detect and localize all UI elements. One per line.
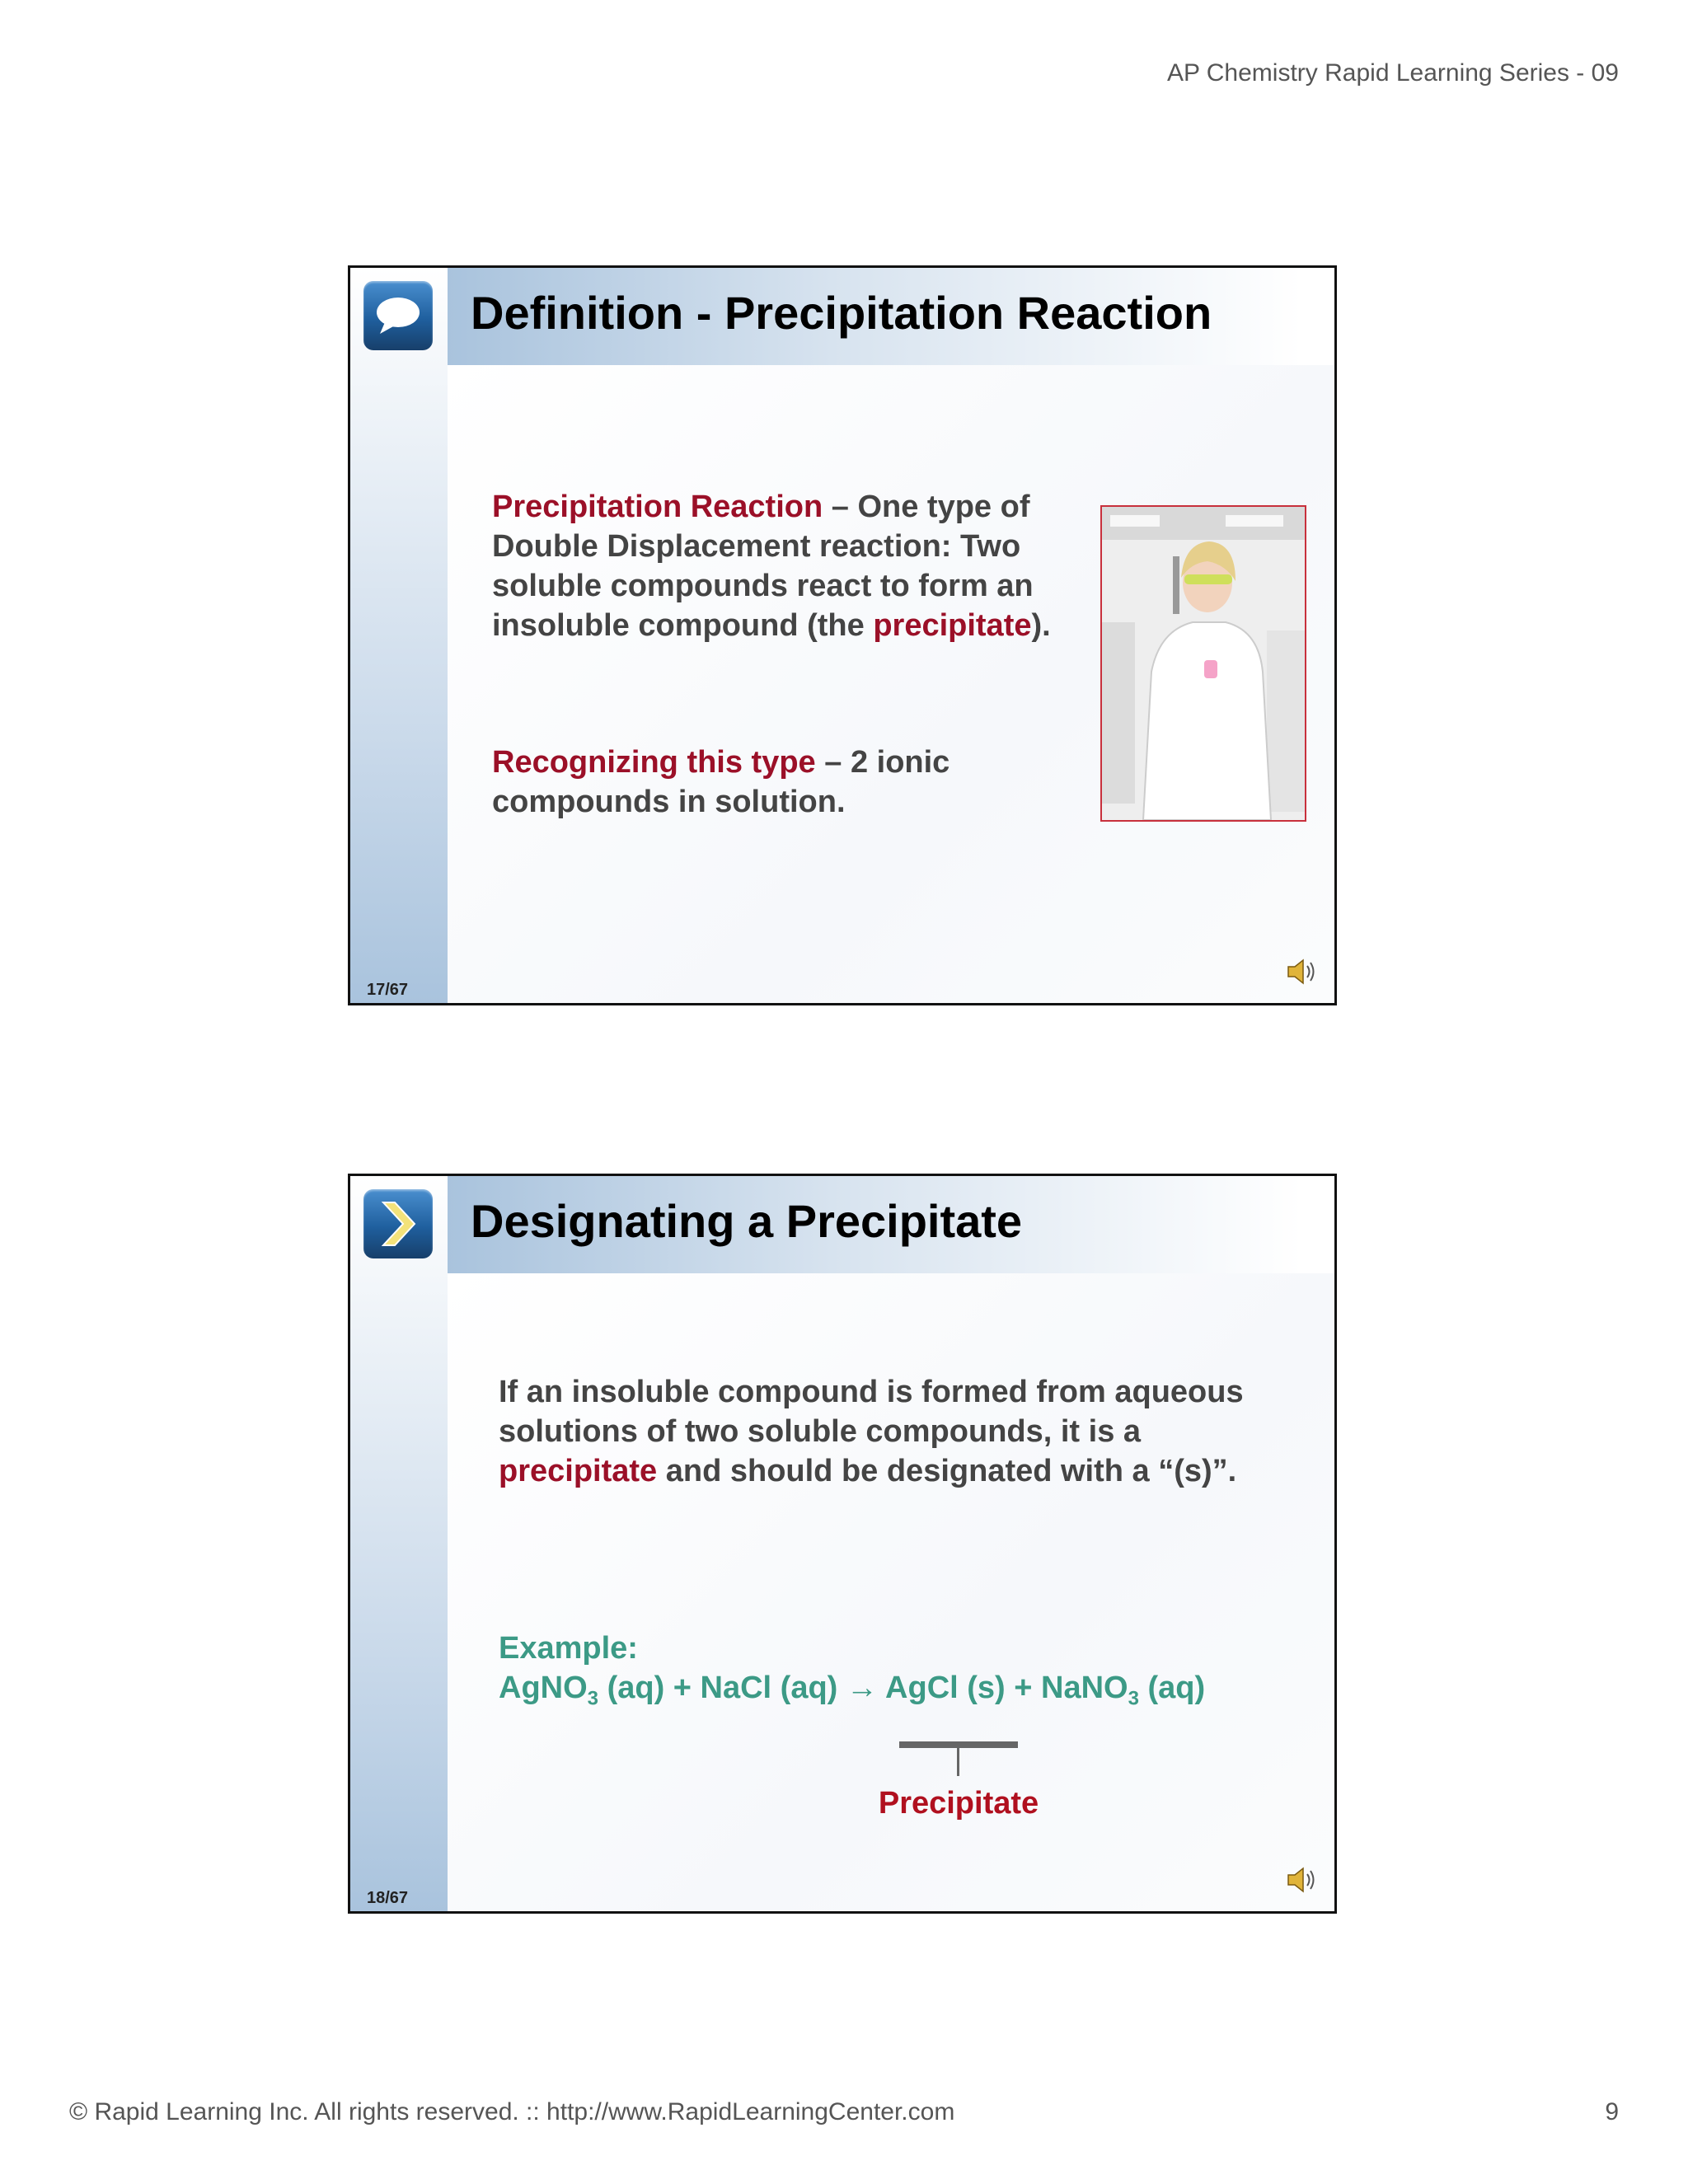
reactant-agno3: AgNO [499, 1671, 588, 1705]
page-header: AP Chemistry Rapid Learning Series - 09 [1166, 59, 1619, 87]
product-agcl: AgCl (s) + NaNO [877, 1671, 1128, 1705]
example-label: Example: [499, 1631, 638, 1666]
term-precipitation-reaction: Precipitation Reaction [492, 490, 823, 524]
precipitate-label: Precipitate [878, 1786, 1039, 1821]
designating-text-b: and should be designated with a “(s)”. [657, 1454, 1237, 1488]
product-state: (aq) [1138, 1671, 1206, 1705]
recognizing-text: – 2 ionic compounds in solution. [492, 745, 950, 819]
subscript: 3 [1128, 1687, 1139, 1710]
precipitate-underline [899, 1741, 1018, 1748]
speaker-icon[interactable] [1283, 954, 1320, 990]
subscript: 3 [587, 1687, 599, 1710]
slide-title: Designating a Precipitate [471, 1195, 1023, 1247]
slide-side-band [350, 268, 448, 1003]
recognizing-paragraph [492, 743, 1053, 822]
designating-paragraph [499, 1372, 1306, 1491]
speech-bubble-icon [363, 281, 433, 350]
chevron-right-icon [363, 1189, 433, 1258]
definition-text-a: – One type of Double Displacement reaction: Two soluble compounds react to form an insoluble compound (the [492, 490, 1034, 643]
slide-designating [348, 1174, 1337, 1914]
definition-text-b: ). [1031, 608, 1051, 643]
term-precipitate: precipitate [499, 1454, 658, 1488]
reaction-arrow-icon: → [846, 1671, 878, 1705]
term-recognizing: Recognizing this type [492, 745, 816, 780]
slide-number: 17/67 [367, 981, 409, 999]
slide-definition [348, 265, 1337, 1005]
reactant-state: (aq) + NaCl (aq) [598, 1671, 846, 1705]
designating-text-a: If an insoluble compound is formed from aqueous solutions of two soluble compounds, it is a [499, 1375, 1244, 1449]
definition-paragraph [492, 487, 1085, 645]
page-number: 9 [1605, 2098, 1619, 2125]
page-footer-copyright: © Rapid Learning Inc. All rights reserved. :: http://www.RapidLearningCenter.com [69, 2098, 955, 2125]
precipitate-pointer [957, 1748, 959, 1776]
term-precipitate: precipitate [873, 608, 1032, 643]
slide-title: Definition - Precipitation Reaction [471, 287, 1212, 339]
slide-side-band [350, 1176, 448, 1911]
speaker-icon[interactable] [1283, 1862, 1320, 1898]
scientist-photo [1100, 505, 1306, 822]
chemical-equation [499, 1671, 1205, 1711]
slide-number: 18/67 [367, 1889, 409, 1907]
